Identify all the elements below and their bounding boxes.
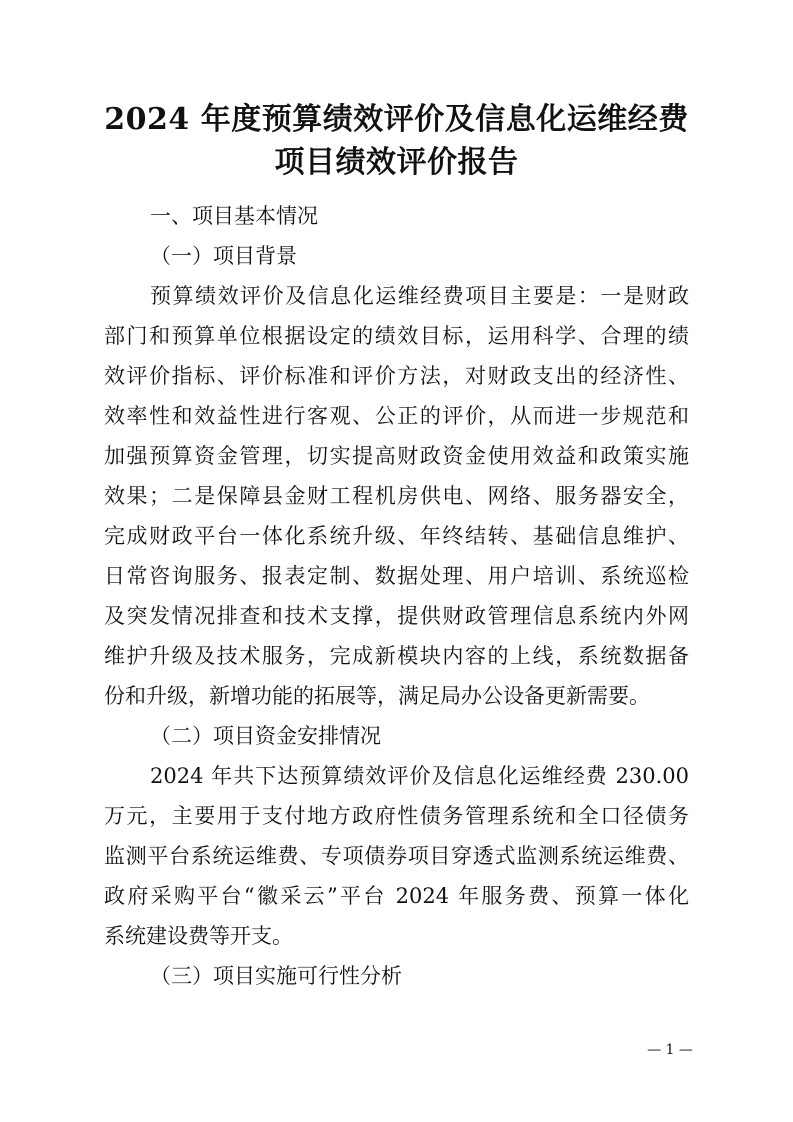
document-title-line-2: 项目绩效评价报告 xyxy=(274,145,519,180)
paragraph-line: 效评价指标、评价标准和评价方法，对财政支出的经济性、 xyxy=(104,364,689,388)
paragraph-line: 系统建设费等开支。 xyxy=(104,924,293,948)
paragraph-line: 政府采购平台“徽采云”平台 2024 年服务费、预算一体化 xyxy=(104,884,689,908)
paragraph-line: 日常咨询服务、报表定制、数据处理、用户培训、系统巡检 xyxy=(104,564,689,588)
document-title-line-1: 2024 年度预算绩效评价及信息化运维经费 xyxy=(104,102,689,137)
paragraph-line: 效率性和效益性进行客观、公正的评价，从而进一步规范和 xyxy=(104,404,689,428)
subsection-heading-background: （一）项目背景 xyxy=(150,244,297,268)
paragraph-line: 加强预算资金管理，切实提高财政资金使用效益和政策实施 xyxy=(104,444,689,468)
paragraph-line: 部门和预算单位根据设定的绩效目标，运用科学、合理的绩 xyxy=(104,324,689,348)
paragraph-line: 完成财政平台一体化系统升级、年终结转、基础信息维护、 xyxy=(104,524,689,548)
paragraph-line: 维护升级及技术服务，完成新模块内容的上线，系统数据备 xyxy=(104,644,689,668)
paragraph-line: 监测平台系统运维费、专项债券项目穿透式监测系统运维费、 xyxy=(104,844,689,868)
section-heading-basic-info: 一、项目基本情况 xyxy=(150,204,318,228)
paragraph-line: 预算绩效评价及信息化运维经费项目主要是：一是财政 xyxy=(150,284,689,308)
page-number: — 1 — xyxy=(647,1042,693,1058)
paragraph-line: 2024 年共下达预算绩效评价及信息化运维经费 230.00 xyxy=(150,764,689,788)
paragraph-line: 效果；二是保障县金财工程机房供电、网络、服务器安全， xyxy=(104,484,689,508)
subsection-heading-funding: （二）项目资金安排情况 xyxy=(150,724,381,748)
paragraph-line: 份和升级，新增功能的拓展等，满足局办公设备更新需要。 xyxy=(104,684,650,708)
paragraph-line: 万元，主要用于支付地方政府性债务管理系统和全口径债务 xyxy=(104,804,689,828)
paragraph-line: 及突发情况排查和技术支撑，提供财政管理信息系统内外网 xyxy=(104,604,689,628)
subsection-heading-feasibility: （三）项目实施可行性分析 xyxy=(150,964,402,988)
